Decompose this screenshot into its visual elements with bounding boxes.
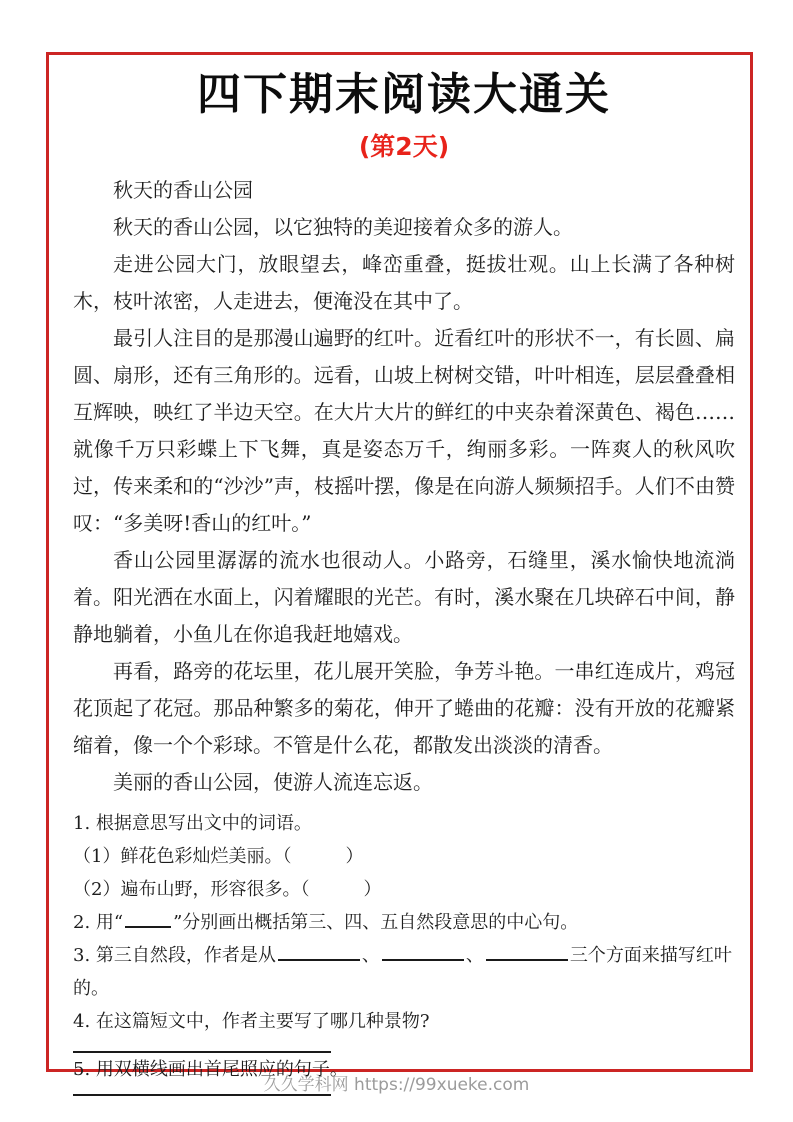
question-3-separator: 、: [465, 945, 484, 966]
question-1-sub-2-text: （2）遍布山野，形容很多。（: [73, 879, 310, 900]
passage-paragraph: 走进公园大门，放眼望去，峰峦重叠，挺拔壮观。山上长满了各种树木，枝叶浓密，人走进去，便淹没在其中了。: [73, 252, 735, 313]
question-3-separator: 、: [361, 945, 380, 966]
question-1-sub-2: [73, 873, 735, 906]
answer-blank-underline: [278, 945, 360, 961]
passage-paragraph: 再看，路旁的花坛里，花儿展开笑脸，争芳斗艳。一串红连成片，鸡冠花顶起了花冠。那品种繁多的菊花，伸开了蜷曲的花瓣：没有开放的花瓣紧缩着，像一个个彩球。不管是什么花，都散发出淡淡的清香。: [73, 659, 735, 757]
question-5: 5. 用双横线画出首尾照应的句子。: [73, 1059, 348, 1080]
question-1-sub-1: [73, 840, 735, 873]
passage-paragraph: 香山公园里潺潺的流水也很动人。小路旁，石缝里，溪水愉快地流淌着。阳光洒在水面上，闪着耀眼的光芒。有时，溪水聚在几块碎石中间，静静地躺着，小鱼儿在你追我赶地嬉戏。: [73, 548, 735, 646]
answer-blank-underline: [125, 912, 171, 928]
question-3-text-pre: 3. 第三自然段，作者是从: [73, 945, 276, 966]
worksheet-title: 四下期末阅读大通关: [197, 69, 611, 120]
question-3-text-post: 三个方面来描写红叶的。: [73, 945, 732, 999]
question-3: [73, 939, 735, 1005]
answer-write-line: [73, 1043, 331, 1053]
reading-passage: [73, 172, 735, 801]
passage-paragraph: 美丽的香山公园，使游人流连忘返。: [113, 770, 433, 794]
page-content: [73, 70, 735, 1096]
question-1-sub-2-close: ）: [363, 879, 382, 900]
passage-title: 秋天的香山公园: [113, 178, 253, 202]
question-4: 4. 在这篇短文中，作者主要写了哪几种景物?: [73, 1011, 430, 1032]
worksheet-subtitle: (第2天): [358, 132, 450, 161]
answer-blank-underline: [382, 945, 464, 961]
question-1-sub-1-text: （1）鲜花色彩灿烂美丽。（: [73, 846, 292, 867]
question-1-sub-1-close: ）: [345, 846, 364, 867]
question-2-text-post: ”分别画出概括第三、四、五自然段意思的中心句。: [173, 912, 579, 933]
answer-blank-underline: [486, 945, 568, 961]
question-1: 1. 根据意思写出文中的词语。: [73, 813, 312, 834]
question-2-text-pre: 2. 用“: [73, 912, 124, 933]
footer-watermark: 久久学科网 https://99xueke.com: [263, 1075, 530, 1095]
questions-section: [73, 807, 735, 1096]
question-2: [73, 906, 735, 939]
passage-paragraph: 最引人注目的是那漫山遍野的红叶。近看红叶的形状不一，有长圆、扁圆、扇形，还有三角形的。远看，山坡上树树交错，叶叶相连，层层叠叠相互辉映，映红了半边天空。在大片大片的鲜红的中夹杂着深黄色、褐色……就像千万只彩蝶上下飞舞，真是姿态万千，绚丽多彩。一阵爽人的秋风吹过，传来柔和的“沙沙”声，枝摇叶摆，像是在向游人频频招手。人们不由赞叹：“多美呀!香山的红叶。”: [73, 326, 735, 535]
passage-paragraph: 秋天的香山公园，以它独特的美迎接着众多的游人。: [113, 215, 573, 239]
